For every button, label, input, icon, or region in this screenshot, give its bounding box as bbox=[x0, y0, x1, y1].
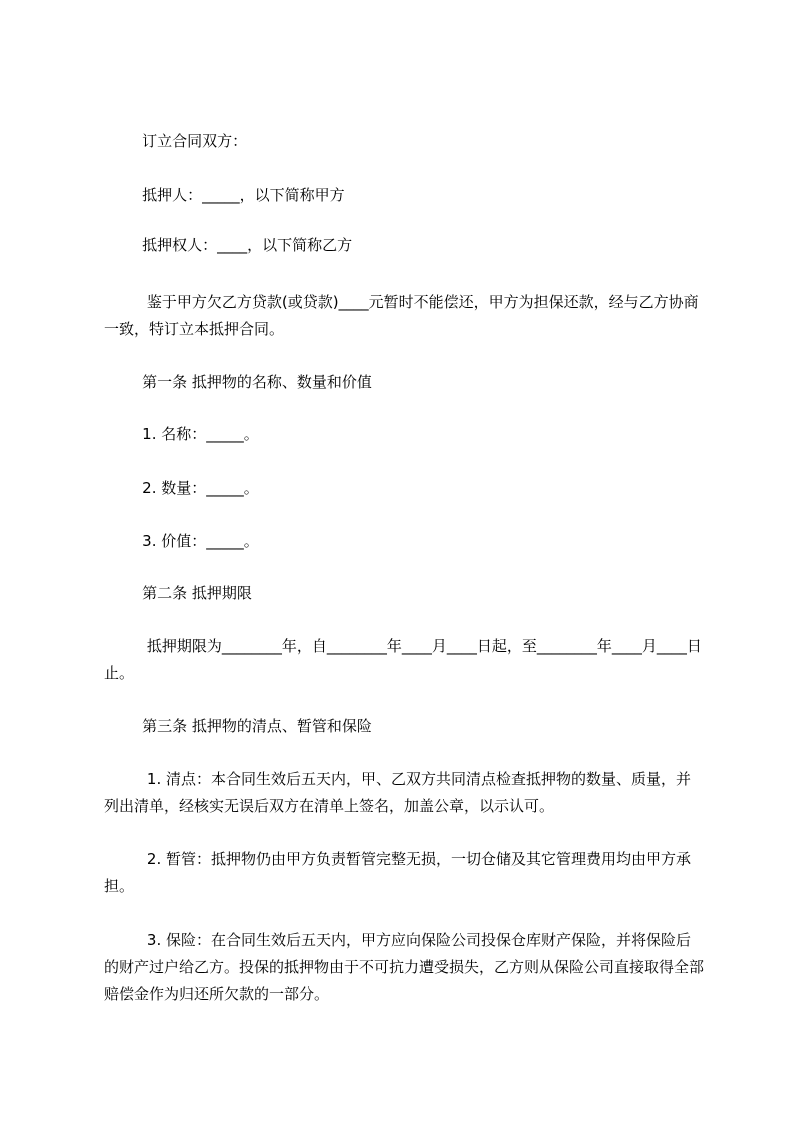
article-3-heading: 第三条 抵押物的清点、暂管和保险 bbox=[104, 717, 372, 735]
contract-parties-heading: 订立合同双方： bbox=[104, 132, 248, 150]
item-value-line: 3. 价值：_____。 bbox=[104, 532, 259, 550]
article-2-heading: 第二条 抵押期限 bbox=[104, 584, 252, 602]
mortgage-term-paragraph: 抵押期限为________年，自________年____月____日起，至________年____月____日止。 bbox=[104, 637, 702, 682]
preamble-paragraph: 鉴于甲方欠乙方贷款(或贷款)____元暂时不能偿还，甲方为担保还款，经与乙方协商一致，特订立本抵押合同。 bbox=[104, 293, 699, 338]
mortgagor-line: 抵押人：_____，以下简称甲方 bbox=[104, 186, 345, 204]
custody-paragraph: 2. 暂管：抵押物仍由甲方负责暂管完整无损，一切仓储及其它管理费用均由甲方承担。 bbox=[104, 850, 692, 895]
item-quantity-line: 2. 数量：_____。 bbox=[104, 479, 259, 497]
item-name-line: 1. 名称：_____。 bbox=[104, 425, 259, 443]
inventory-paragraph: 1. 清点：本合同生效后五天内，甲、乙双方共同清点检查抵押物的数量、质量，并列出清单，经核实无误后双方在清单上签名，加盖公章，以示认可。 bbox=[104, 770, 692, 815]
mortgagee-line: 抵押权人：____，以下简称乙方 bbox=[104, 236, 353, 254]
article-1-heading: 第一条 抵押物的名称、数量和价值 bbox=[104, 373, 372, 391]
insurance-paragraph: 3. 保险：在合同生效后五天内，甲方应向保险公司投保仓库财产保险，并将保险后的财产过户给乙方。投保的抵押物由于不可抗力遭受损失，乙方则从保险公司直接取得全部赔偿金作为归还所欠款的一部分。 bbox=[104, 931, 705, 1003]
